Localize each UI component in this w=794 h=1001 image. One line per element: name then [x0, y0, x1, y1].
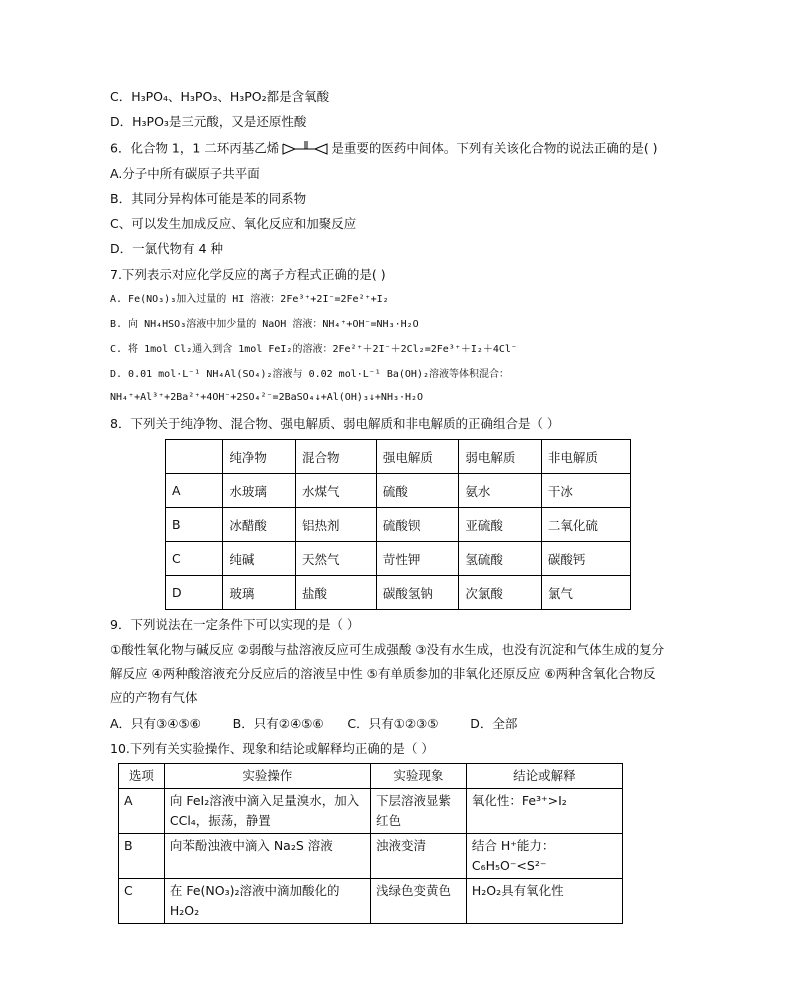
- table-header-cell: 实验现象: [370, 764, 466, 789]
- option-d-line: D．H₃PO₃是三元酸，又是还原性酸: [110, 114, 307, 129]
- experiment-table: [118, 763, 623, 924]
- table-cell: 氨水: [459, 474, 542, 508]
- question-9: 9．下列说法在一定条件下可以实现的是（ ）: [110, 617, 360, 632]
- question-7: 7.下列表示对应化学反应的离子方程式正确的是( ): [110, 267, 386, 282]
- table-cell: B: [166, 508, 223, 542]
- q9-statements-line-2: 解反应 ④两种酸溶液充分反应后的溶液呈中性 ⑤有单质参加的非氧化还原反应 ⑥两种含氧化合物反: [110, 666, 656, 681]
- table-cell: 氧化性：Fe³⁺>I₂: [466, 789, 622, 834]
- option-c-line: C．H₃PO₄、H₃PO₃、H₃PO₂都是含氧酸: [110, 89, 330, 104]
- q7-option-d-equation: NH₄⁺+Al³⁺+2Ba²⁺+4OH⁻+2SO₄²⁻=2BaSO₄↓+Al(OH)₃↓+NH₃·H₂O: [110, 392, 424, 403]
- table-cell: 氯气: [541, 576, 630, 610]
- table-row: [166, 576, 631, 610]
- table-header-cell: 选项: [119, 764, 165, 789]
- table-cell: H₂O₂具有氧化性: [466, 879, 622, 924]
- q7-option-a: A. Fe(NO₃)₃加入过量的 HI 溶液：2Fe³⁺+2I⁻=2Fe²⁺+I₂: [110, 294, 389, 305]
- table-header-cell: 混合物: [296, 440, 377, 474]
- table-cell: 干冰: [541, 474, 630, 508]
- q9-options: A．只有③④⑤⑥ B．只有②④⑤⑥ C．只有①②③⑤ D．全部: [110, 716, 518, 731]
- q6-option-c: C、可以发生加成反应、氧化反应和加聚反应: [110, 216, 357, 231]
- table-row: [166, 508, 631, 542]
- table-header-cell: 实验操作: [164, 764, 370, 789]
- table-header-cell: 非电解质: [541, 440, 630, 474]
- q7-option-c: C. 将 1mol Cl₂通入到含 1mol FeI₂的溶液：2Fe²⁺＋2I⁻＋2Cl₂=2Fe³⁺＋I₂＋4Cl⁻: [110, 344, 517, 355]
- table-cell: 次氯酸: [459, 576, 542, 610]
- table-cell: 浅绿色变黄色: [370, 879, 466, 924]
- table-cell: 硫酸钡: [376, 508, 459, 542]
- dicyclopropylethylene-structure-icon: [281, 140, 329, 158]
- table-cell: 水玻璃: [223, 474, 296, 508]
- table-cell: 硫酸: [376, 474, 459, 508]
- q9-statements-line-1: ①酸性氧化物与碱反应 ②弱酸与盐溶液反应可生成强酸 ③没有水生成，也没有沉淀和气体生成的复分: [110, 642, 665, 657]
- table-cell: 在 Fe(NO₃)₂溶液中滴加酸化的 H₂O₂: [164, 879, 370, 924]
- table-cell: 氢硫酸: [459, 542, 542, 576]
- table-cell: 二氧化硫: [541, 508, 630, 542]
- table-cell: C: [119, 879, 165, 924]
- table-cell: D: [166, 576, 223, 610]
- question-6-text-a: 6．化合物 1，1 二环丙基乙烯: [110, 140, 280, 156]
- substance-classification-table: [165, 439, 631, 610]
- table-cell: A: [119, 789, 165, 834]
- q9-statements-line-3: 应的产物有气体: [110, 690, 198, 705]
- question-10: 10.下列有关实验操作、现象和结论或解释均正确的是（ ）: [110, 741, 434, 756]
- table-cell: 铝热剂: [296, 508, 377, 542]
- table-cell: 天然气: [296, 542, 377, 576]
- table-header-row: [166, 440, 631, 474]
- table-cell: B: [119, 834, 165, 879]
- table-cell: 结合 H⁺能力：C₆H₅O⁻<S²⁻: [466, 834, 622, 879]
- question-6-text-b: 是重要的医药中间体。下列有关该化合物的说法正确的是( ): [331, 140, 658, 156]
- q6-option-a: A.分子中所有碳原子共平面: [110, 166, 260, 181]
- table-cell: 亚硫酸: [459, 508, 542, 542]
- q6-option-d: D．一氯代物有 4 种: [110, 241, 224, 256]
- table-header-row: [119, 764, 623, 789]
- table-cell: 冰醋酸: [223, 508, 296, 542]
- question-8: 8．下列关于纯净物、混合物、强电解质、弱电解质和非电解质的正确组合是（ ）: [110, 416, 560, 431]
- table-header-cell: [166, 440, 223, 474]
- table-cell: 向苯酚浊液中滴入 Na₂S 溶液: [164, 834, 370, 879]
- table-cell: 苛性钾: [376, 542, 459, 576]
- q6-option-b: B．其同分异构体可能是苯的同系物: [110, 191, 307, 206]
- table-cell: C: [166, 542, 223, 576]
- table-cell: 碳酸氢钠: [376, 576, 459, 610]
- table-row: [166, 542, 631, 576]
- table-cell: 盐酸: [296, 576, 377, 610]
- q7-option-b: B. 向 NH₄HSO₃溶液中加少量的 NaOH 溶液：NH₄⁺+OH⁻=NH₃·H₂O: [110, 319, 419, 330]
- table-cell: 碳酸钙: [541, 542, 630, 576]
- table-cell: 玻璃: [223, 576, 296, 610]
- table-header-cell: 强电解质: [376, 440, 459, 474]
- table-row: [166, 474, 631, 508]
- table-cell: 下层溶液显紫红色: [370, 789, 466, 834]
- table-row: [119, 789, 623, 834]
- question-6: [110, 140, 658, 158]
- table-cell: 浊液变清: [370, 834, 466, 879]
- table-header-cell: 弱电解质: [459, 440, 542, 474]
- table-cell: 纯碱: [223, 542, 296, 576]
- table-row: [119, 879, 623, 924]
- table-cell: 水煤气: [296, 474, 377, 508]
- table-header-cell: 纯净物: [223, 440, 296, 474]
- table-row: [119, 834, 623, 879]
- table-cell: 向 FeI₂溶液中滴入足量溴水，加入 CCl₄，振荡，静置: [164, 789, 370, 834]
- table-cell: A: [166, 474, 223, 508]
- q7-option-d: D. 0.01 mol·L⁻¹ NH₄Al(SO₄)₂溶液与 0.02 mol·L⁻¹ Ba(OH)₂溶液等体积混合：: [110, 369, 509, 380]
- table-header-cell: 结论或解释: [466, 764, 622, 789]
